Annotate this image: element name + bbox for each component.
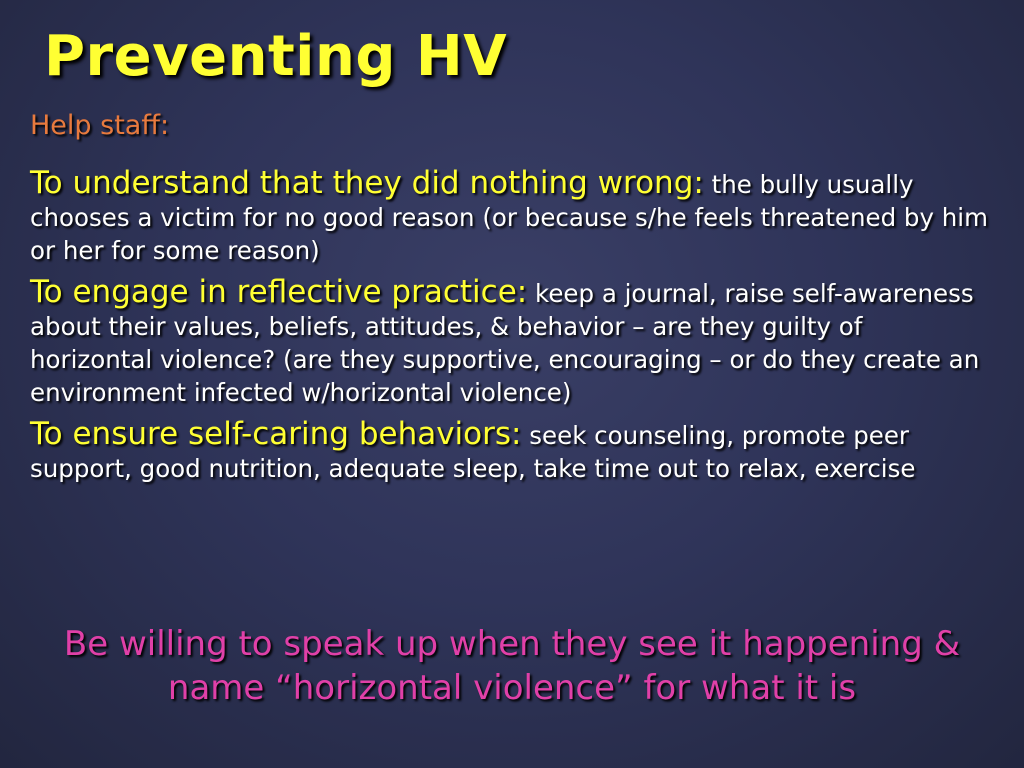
bullet-item bbox=[30, 418, 990, 485]
bullet-item bbox=[30, 276, 990, 409]
bullet-text: seek counseling, promote peer support, good nutrition, adequate sleep, take time out to relax, exercise bbox=[30, 421, 916, 483]
bullet-text: keep a journal, raise self-awareness about their values, beliefs, attitudes, & behavior – are they guilty of horizontal violence? (are they supportive, encouraging – or do they create an environment infected w/horizontal violence) bbox=[30, 279, 980, 407]
bullet-item bbox=[30, 167, 990, 267]
bullet-text: the bully usually chooses a victim for no good reason (or because s/he feels threatened by him or her for some reason) bbox=[30, 170, 988, 265]
callout-text: Be willing to speak up when they see it happening & name “horizontal violence” for what it is bbox=[63, 624, 961, 708]
bullet-list bbox=[30, 167, 990, 494]
bullet-lead: To engage in reflective practice: bbox=[30, 274, 528, 310]
bullet-lead: To understand that they did nothing wrong: bbox=[30, 165, 704, 201]
slide-title: Preventing HV bbox=[44, 24, 508, 89]
subheading: Help staff: bbox=[30, 110, 170, 141]
bullet-lead: To ensure self-caring behaviors: bbox=[30, 416, 522, 452]
